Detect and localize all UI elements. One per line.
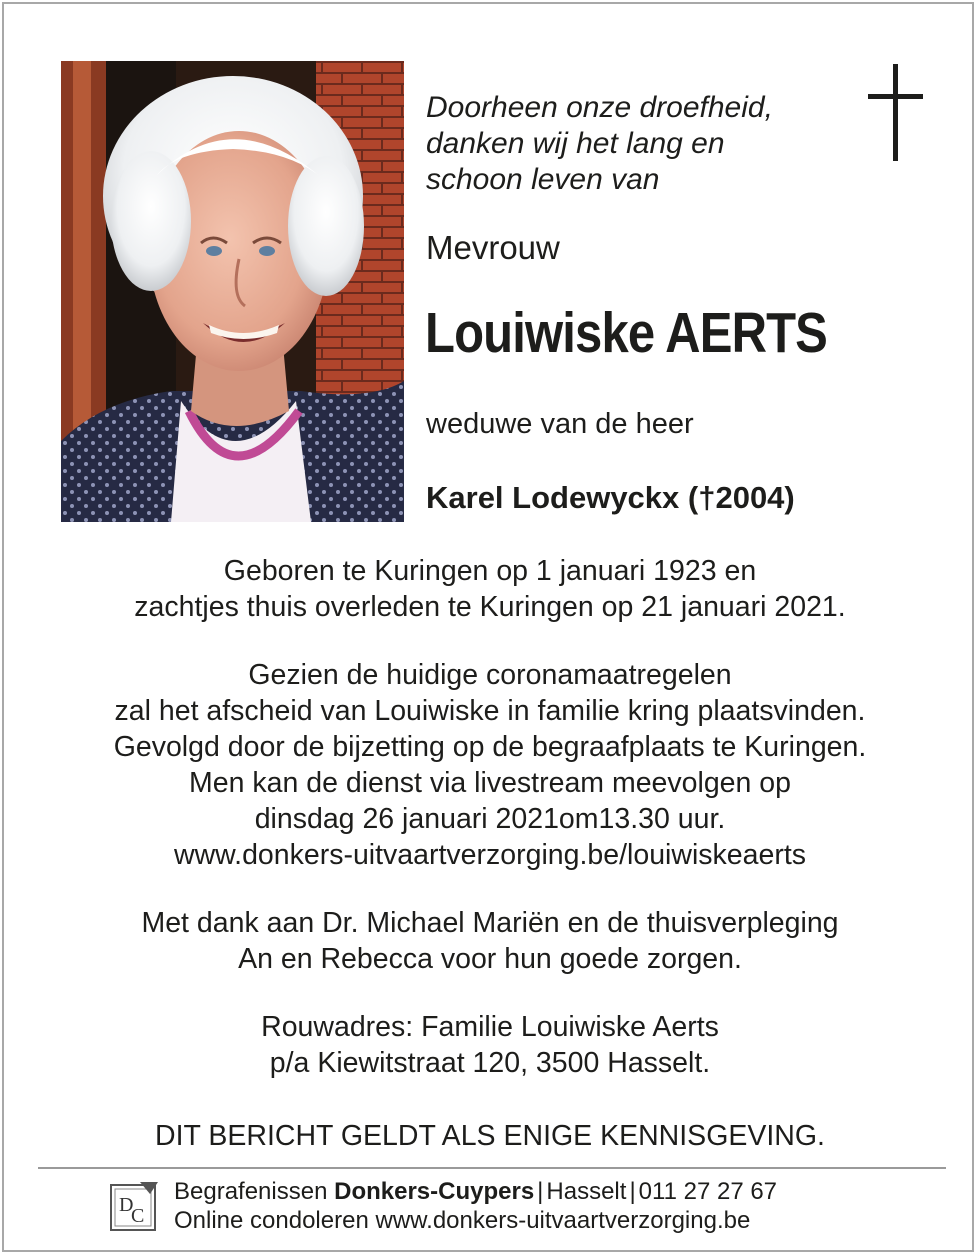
text-line: Men kan de dienst via livestream meevolgen op — [189, 767, 791, 799]
portrait-photo — [61, 61, 404, 522]
text-line: zachtjes thuis overleden te Kuringen op 21 januari 2021. — [134, 591, 846, 623]
text-line: Gevolgd door de bijzetting op de begraafplaats te Kuringen. — [113, 731, 867, 763]
company-name: Donkers-Cuypers — [334, 1178, 535, 1205]
footer — [174, 1177, 777, 1235]
footer-line-company — [174, 1177, 777, 1206]
logo-letter-d: D — [119, 1194, 134, 1216]
company-city: Hasselt — [546, 1178, 627, 1205]
text-line: p/a Kiewitstraat 120, 3500 Hasselt. — [269, 1047, 711, 1079]
intro-text — [426, 90, 773, 198]
obituary-card — [2, 2, 974, 1252]
birth-death-paragraph — [4, 553, 976, 625]
condolence-label: Online condoleren — [174, 1207, 369, 1234]
latin-cross-icon — [866, 64, 930, 164]
spouse-name: Karel Lodewyckx (†2004) — [426, 480, 795, 515]
text-line: dinsdag 26 januari 2021om13.30 uur. — [254, 803, 726, 835]
deceased-name: Louiwiske AERTS — [425, 301, 828, 365]
footer-divider — [38, 1167, 946, 1169]
company-logo — [110, 1180, 160, 1232]
intro-line: schoon leven van — [426, 163, 660, 196]
footer-line-website — [174, 1206, 777, 1235]
address-paragraph — [4, 1009, 976, 1081]
intro-line: danken wij het lang en — [426, 127, 725, 160]
text-line: Geboren te Kuringen op 1 januari 1923 en — [223, 555, 757, 587]
intro-line: Doorheen onze droefheid, — [426, 91, 773, 124]
footer-prefix: Begrafenissen — [174, 1178, 328, 1205]
salutation: Mevrouw — [426, 229, 560, 266]
notice-line: DIT BERICHT GELDT ALS ENIGE KENNISGEVING. — [155, 1120, 825, 1152]
text-line: Rouwadres: Familie Louiwiske Aerts — [261, 1011, 719, 1043]
text-line: zal het afscheid van Louiwiske in familie kring plaatsvinden. — [114, 695, 866, 727]
text-line: An en Rebecca voor hun goede zorgen. — [238, 943, 742, 975]
text-line: Gezien de huidige coronamaatregelen — [248, 659, 732, 691]
company-phone: 011 27 27 67 — [638, 1178, 778, 1205]
logo-letter-c: C — [131, 1205, 145, 1227]
livestream-url: www.donkers-uitvaartverzorging.be/louiwiskeaerts — [173, 839, 807, 871]
relation-text: weduwe van de heer — [426, 408, 694, 440]
website-link[interactable]: www.donkers-uitvaartverzorging.be — [375, 1207, 751, 1234]
text-line: Met dank aan Dr. Michael Mariën en de thuisverpleging — [141, 907, 839, 939]
separator: | — [537, 1178, 544, 1205]
separator: | — [629, 1178, 636, 1205]
announcement-body — [4, 553, 976, 1113]
ceremony-paragraph — [4, 657, 976, 873]
thanks-paragraph — [4, 905, 976, 977]
